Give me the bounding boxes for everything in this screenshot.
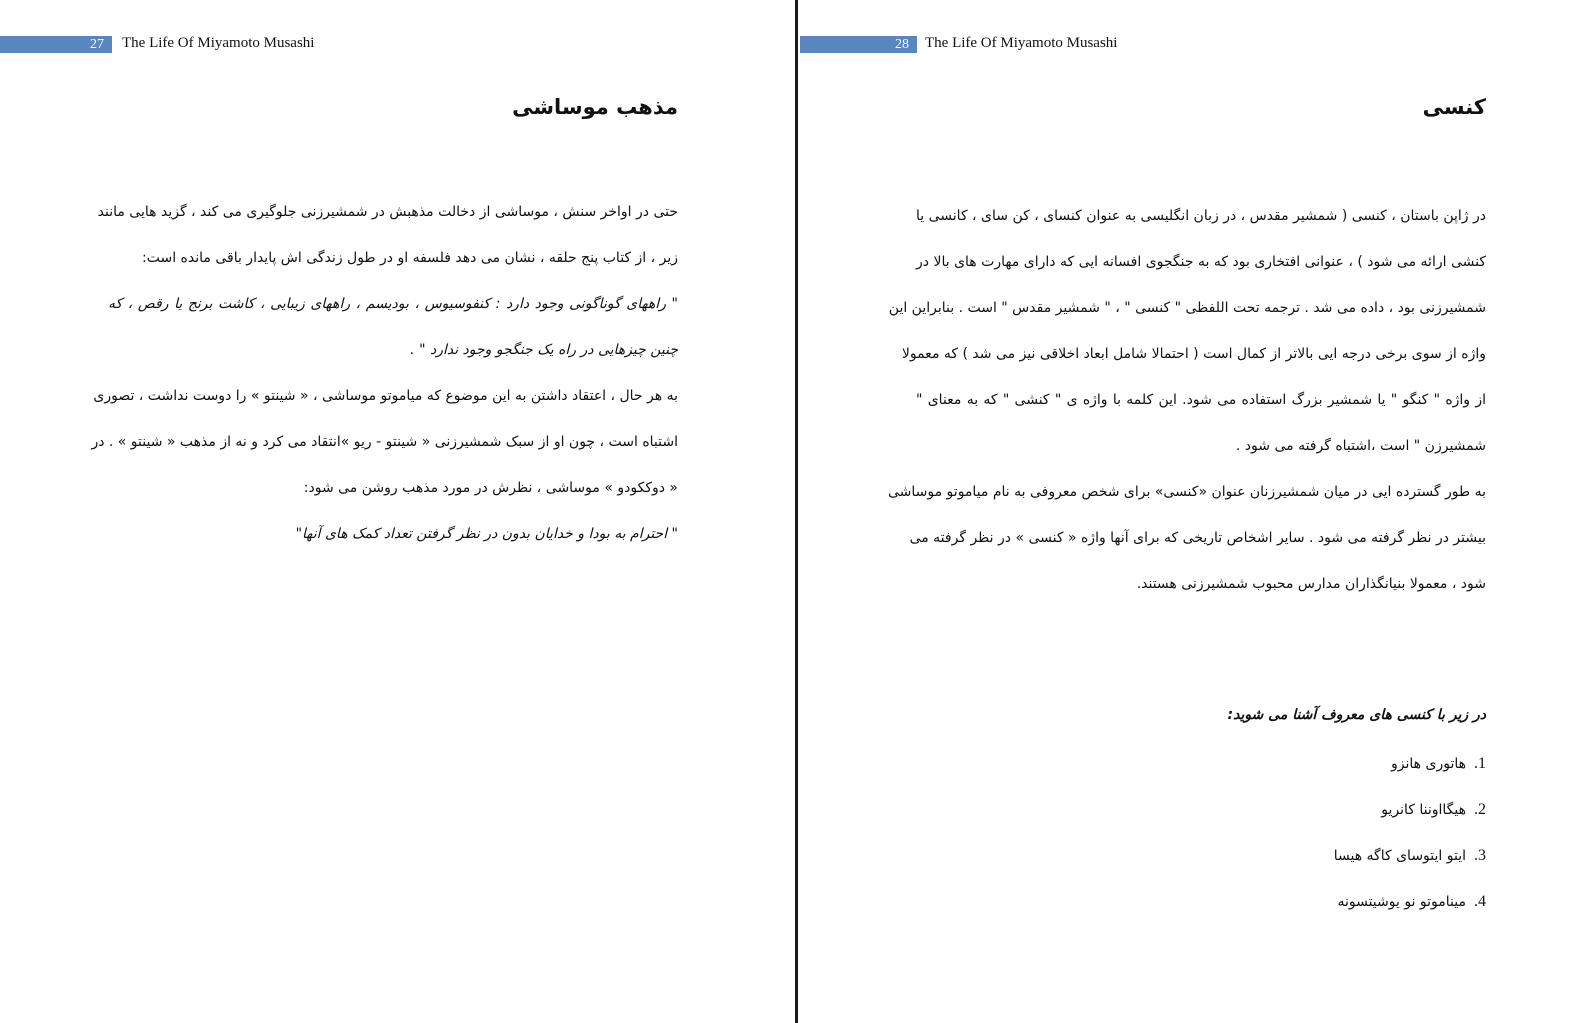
quote-line: " احترام به بودا و خدایان بدون در نظر گرفتن تعداد کمک های آنها" [295,526,678,542]
text-line: در ژاپن باستان ، کنسی ( شمشیر مقدس ، در زبان انگلیسی به عنوان کنسای ، کن سای ، کانسی یا [916,208,1486,224]
page-header-bar [800,36,917,53]
text-line: به طور گسترده ایی در میان شمشیرزنان عنوان «کنسی» برای شخص معروفی به نام میاموتو موساشی [887,484,1486,500]
list-number: 4. [1474,893,1486,910]
page-number: 28 [895,37,909,52]
list-item [1334,753,1486,799]
text-line: کنشی ارائه می شود ) ، عنوانی افتخاری بود که به جنگجوی افسانه ایی که دارای مهارت های بالا در [916,254,1486,270]
text-line: از واژه " کنگو " یا شمشیر بزرگ استفاده می شود. این کلمه با واژه ی " کنشی " که به معنای " [916,392,1486,408]
text-line: شود ، معمولا بنیانگذاران مدارس محبوب شمشیرزنی هستند. [1136,576,1486,592]
list-item [1334,799,1486,845]
body-text [887,204,1486,618]
list-number: 2. [1474,801,1486,818]
chapter-title: کنسی [1422,95,1486,119]
list-item-text: میناموتو نو یوشیتسونه [1337,894,1466,910]
chapter-title: مذهب موساشی [512,95,678,119]
list-number: 1. [1474,755,1486,772]
text-line: حتی در اواخر سنش ، موساشی از دخالت مذهبش در شمشیرزنی جلوگیری می کند ، گزید هایی مانند [97,204,678,220]
running-head-title: The Life Of Miyamoto Musashi [122,35,315,51]
list-heading: در زیر با کنسی های معروف آشنا می شوید: [1227,707,1486,723]
list-number: 3. [1474,847,1486,864]
list-item-text: هاتوری هانزو [1391,756,1466,772]
text-line: زیر ، از کتاب پنج حلقه ، نشان می دهد فلسفه او در طول زندگی اش پایدار باقی مانده است: [142,250,678,266]
list-item [1334,845,1486,891]
list-item-text: هیگااوننا کانریو [1381,802,1466,818]
quote-line: چنین چیزهایی در راه یک جنگجو وجود ندارد " . [410,342,678,358]
text-line: شمشیرزن " است ،اشتباه گرفته می شود . [1235,438,1486,454]
text-line: اشتباه است ، چون او از سبک شمشیرزنی « شینتو - ریو »انتقاد می کرد و نه از مذهب « شینتو » . در [91,434,678,450]
text-line: « دوککودو » موساشی ، نظرش در مورد مذهب روشن می شود: [303,480,678,496]
text-line: واژه از سوی برخی درجه ایی بالاتر از کمال است ( احتمالا شامل ابعاد اخلاقی نیز می شد ) که معمولا [901,346,1486,362]
running-head-title: The Life Of Miyamoto Musashi [925,35,1118,51]
right-page [800,0,1583,1023]
list-item [1334,891,1486,937]
page-header-bar [0,36,112,53]
kensei-list [1334,753,1486,937]
list-item-text: ایتو ایتوسای کاگه هیسا [1333,848,1466,864]
text-line: شمشیرزنی بود ، داده می شد . ترجمه تحت اللفظی " کنسی " ، " شمشیر مقدس " است . بنابراین این [888,300,1486,316]
quote-line: " راههای گوناگونی وجود دارد : کنفوسیوس ، بودیسم ، راههای زیبایی ، کاشت برنج یا رقص ، که [108,296,678,312]
text-line: بیشتر در نظر گرفته می شود . سایر اشخاص تاریخی که برای آنها واژه « کنسی » در نظر گرفته می [909,530,1486,546]
body-text [91,200,678,568]
page-divider [795,0,798,1023]
text-line: به هر حال ، اعتقاد داشتن به این موضوع که میاموتو موساشی ، « شینتو » را دوست نداشت ، تصوری [93,388,678,404]
page-number: 27 [90,37,104,52]
